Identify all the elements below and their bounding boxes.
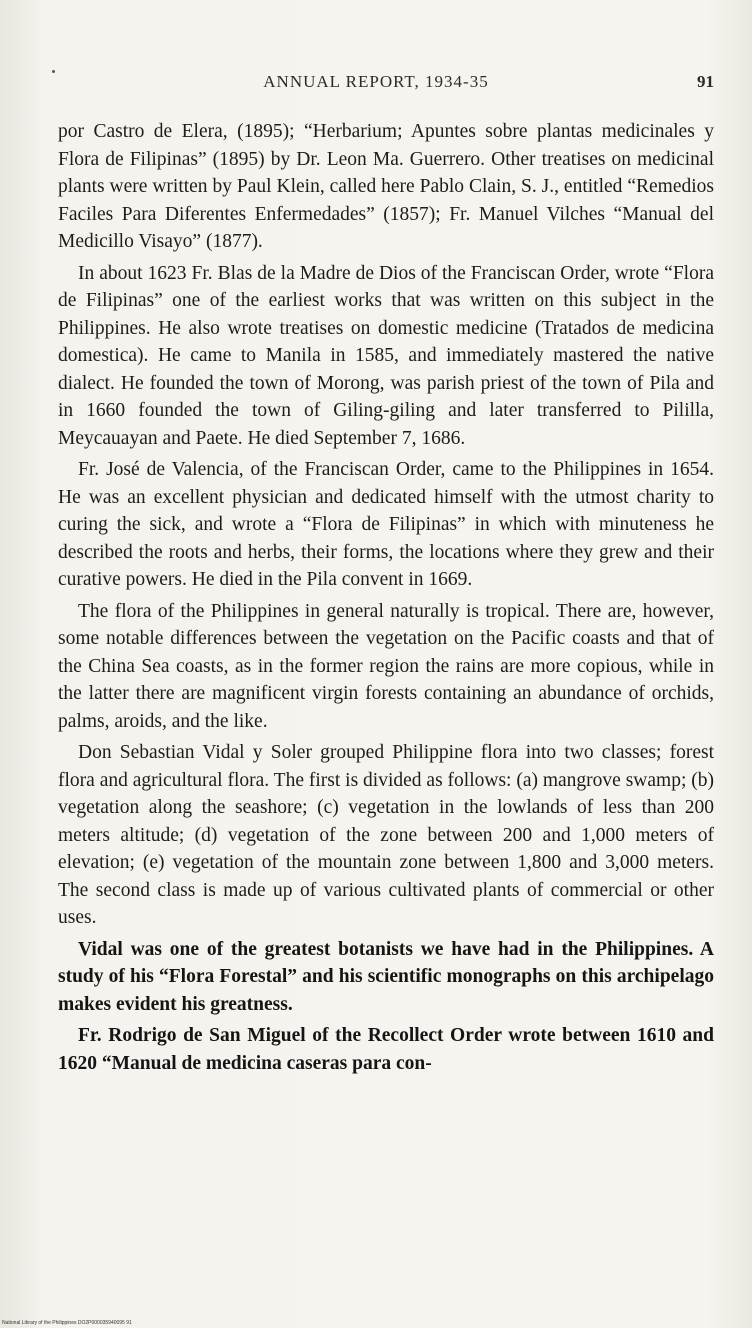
paragraph-6: Vidal was one of the greatest botanists we have had in the Philippines. A study of his “Flora Forestal” and his scientific monographs on this archipelago makes evident his greatness.	[58, 938, 714, 1015]
paragraph-3: Fr. José de Valencia, of the Franciscan Order, came to the Philippines in 1654. He was an excellent physician and dedicated himself with the utmost charity to curing the sick, and wrote a “Flora de Filipinas” in which with minuteness he described the roots and herbs, their forms, the locations where they grew and their curative powers. He died in the Pila convent in 1669.	[58, 459, 714, 590]
body-text	[58, 118, 714, 1081]
paragraph-2: In about 1623 Fr. Blas de la Madre de Dios of the Franciscan Order, wrote “Flora de Filipinas” one of the earliest works that was written on this subject in the Philippines. He also wrote treatises on domestic medicine (Tratados de medicina domestica). He came to Manila in 1585, and immediately mastered the native dialect. He founded the town of Morong, was parish priest of the town of Pila and in 1660 founded the town of Giling-giling and later transferred to Pililla, Meycauayan and Paete. He died September 7, 1686.	[58, 262, 714, 449]
scan-footer: National Library of the Philippines DO2P000035940095 91	[2, 1320, 132, 1326]
running-header	[0, 72, 752, 96]
paragraph-1: por Castro de Elera, (1895); “Herbarium; Apuntes sobre plantas medicinales y Flora de Filipinas” (1895) by Dr. Leon Ma. Guerrero. Other treatises on medicinal plants were written by Paul Klein, called here Pablo Clain, S. J., entitled “Remedios Faciles Para Diferentes Enfermedades” (1857); Fr. Manuel Vilches “Manual del Medicillo Visayo” (1877).	[58, 121, 714, 252]
paragraph-7: Fr. Rodrigo de San Miguel of the Recollect Order wrote between 1610 and 1620 “Manual de medicina caseras para con-	[58, 1025, 714, 1074]
header-title: ANNUAL REPORT, 1934-35	[263, 72, 489, 91]
paragraph-4: The flora of the Philippines in general naturally is tropical. There are, however, some notable differences between the vegetation on the Pacific coasts and that of the China Sea coasts, as in the former region the rains are more copious, while in the latter there are magnificent virgin forests containing an abundance of orchids, palms, aroids, and the like.	[58, 600, 714, 732]
page-number: 91	[697, 72, 714, 91]
paragraph-5: Don Sebastian Vidal y Soler grouped Philippine flora into two classes; forest flora and agricultural flora. The first is divided as follows: (a) mangrove swamp; (b) vegetation along the seashore; (c) vegetation in the lowlands of less than 200 meters altitude; (d) vegetation of the zone between 200 and 1,000 meters of elevation; (e) vegetation of the mountain zone between 1,800 and 3,000 meters. The second class is made up of various cultivated plants of commercial or other uses.	[58, 742, 714, 928]
